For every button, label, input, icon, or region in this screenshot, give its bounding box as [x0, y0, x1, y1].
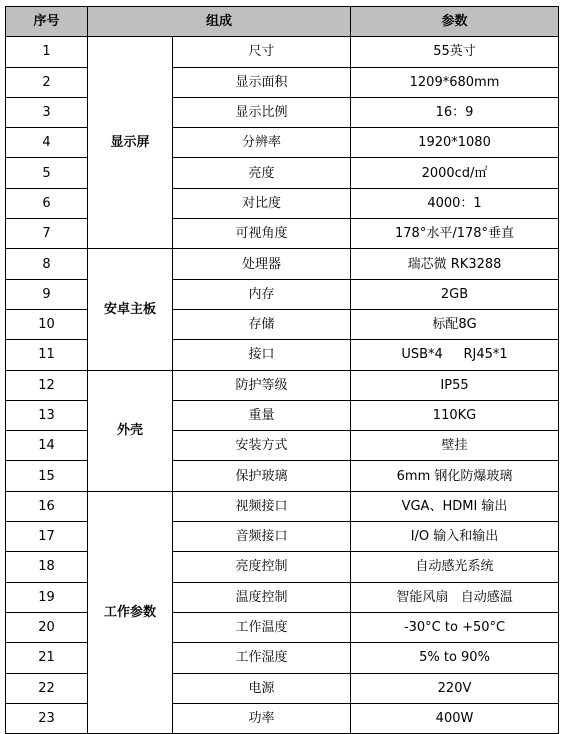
spec-value: 标配8G: [351, 309, 559, 339]
spec-value: 4000：1: [351, 188, 559, 218]
spec-item: 显示面积: [173, 67, 351, 97]
spec-value: 16：9: [351, 97, 559, 127]
row-index: 2: [6, 67, 88, 97]
header-index: 序号: [6, 7, 88, 37]
row-index: 19: [6, 582, 88, 612]
spec-table: [5, 6, 559, 734]
spec-value: 110KG: [351, 400, 559, 430]
row-index: 22: [6, 673, 88, 703]
row-index: 21: [6, 643, 88, 673]
row-index: 9: [6, 279, 88, 309]
group-label: 外壳: [88, 370, 173, 491]
row-index: 14: [6, 431, 88, 461]
table-row: [6, 37, 559, 67]
spec-value: IP55: [351, 370, 559, 400]
row-index: 8: [6, 249, 88, 279]
spec-value: 5% to 90%: [351, 643, 559, 673]
row-index: 15: [6, 461, 88, 491]
spec-item: 对比度: [173, 188, 351, 218]
spec-item: 尺寸: [173, 37, 351, 67]
group-label: 安卓主板: [88, 249, 173, 370]
spec-item: 接口: [173, 340, 351, 370]
spec-value: 400W: [351, 703, 559, 733]
spec-value: 2GB: [351, 279, 559, 309]
spec-item: 防护等级: [173, 370, 351, 400]
spec-item: 亮度: [173, 158, 351, 188]
spec-item: 重量: [173, 400, 351, 430]
spec-value: 55英寸: [351, 37, 559, 67]
spec-item: 处理器: [173, 249, 351, 279]
row-index: 12: [6, 370, 88, 400]
spec-item: 分辨率: [173, 128, 351, 158]
spec-item: 亮度控制: [173, 552, 351, 582]
spec-item: 工作湿度: [173, 643, 351, 673]
table-row: [6, 249, 559, 279]
row-index: 6: [6, 188, 88, 218]
spec-value: 6mm 钢化防爆玻璃: [351, 461, 559, 491]
spec-item: 温度控制: [173, 582, 351, 612]
row-index: 11: [6, 340, 88, 370]
spec-item: 存储: [173, 309, 351, 339]
spec-item: 安装方式: [173, 431, 351, 461]
row-index: 7: [6, 219, 88, 249]
header-param: 参数: [351, 7, 559, 37]
table-row: [6, 491, 559, 521]
spec-value: 178°水平/178°垂直: [351, 219, 559, 249]
spec-value: 1920*1080: [351, 128, 559, 158]
row-index: 10: [6, 309, 88, 339]
spec-body: [6, 37, 559, 734]
spec-value: 瑞芯微 RK3288: [351, 249, 559, 279]
spec-value: 自动感光系统: [351, 552, 559, 582]
spec-item: 工作温度: [173, 612, 351, 642]
group-label: 显示屏: [88, 37, 173, 249]
spec-value: I/O 输入和输出: [351, 522, 559, 552]
header-row: [6, 7, 559, 37]
spec-item: 功率: [173, 703, 351, 733]
spec-value: 智能风扇 自动感温: [351, 582, 559, 612]
header-component: 组成: [88, 7, 351, 37]
group-label: 工作参数: [88, 491, 173, 733]
row-index: 23: [6, 703, 88, 733]
row-index: 5: [6, 158, 88, 188]
spec-item: 显示比例: [173, 97, 351, 127]
spec-value: USB*4 RJ45*1: [351, 340, 559, 370]
row-index: 4: [6, 128, 88, 158]
spec-item: 电源: [173, 673, 351, 703]
spec-value: 壁挂: [351, 431, 559, 461]
spec-value: -30°C to +50°C: [351, 612, 559, 642]
row-index: 1: [6, 37, 88, 67]
spec-item: 保护玻璃: [173, 461, 351, 491]
row-index: 13: [6, 400, 88, 430]
spec-value: 2000cd/㎡: [351, 158, 559, 188]
row-index: 3: [6, 97, 88, 127]
table-row: [6, 370, 559, 400]
row-index: 16: [6, 491, 88, 521]
row-index: 20: [6, 612, 88, 642]
spec-item: 内存: [173, 279, 351, 309]
spec-item: 音频接口: [173, 522, 351, 552]
spec-value: 1209*680mm: [351, 67, 559, 97]
spec-item: 视频接口: [173, 491, 351, 521]
spec-item: 可视角度: [173, 219, 351, 249]
spec-value: 220V: [351, 673, 559, 703]
row-index: 18: [6, 552, 88, 582]
spec-value: VGA、HDMI 输出: [351, 491, 559, 521]
row-index: 17: [6, 522, 88, 552]
